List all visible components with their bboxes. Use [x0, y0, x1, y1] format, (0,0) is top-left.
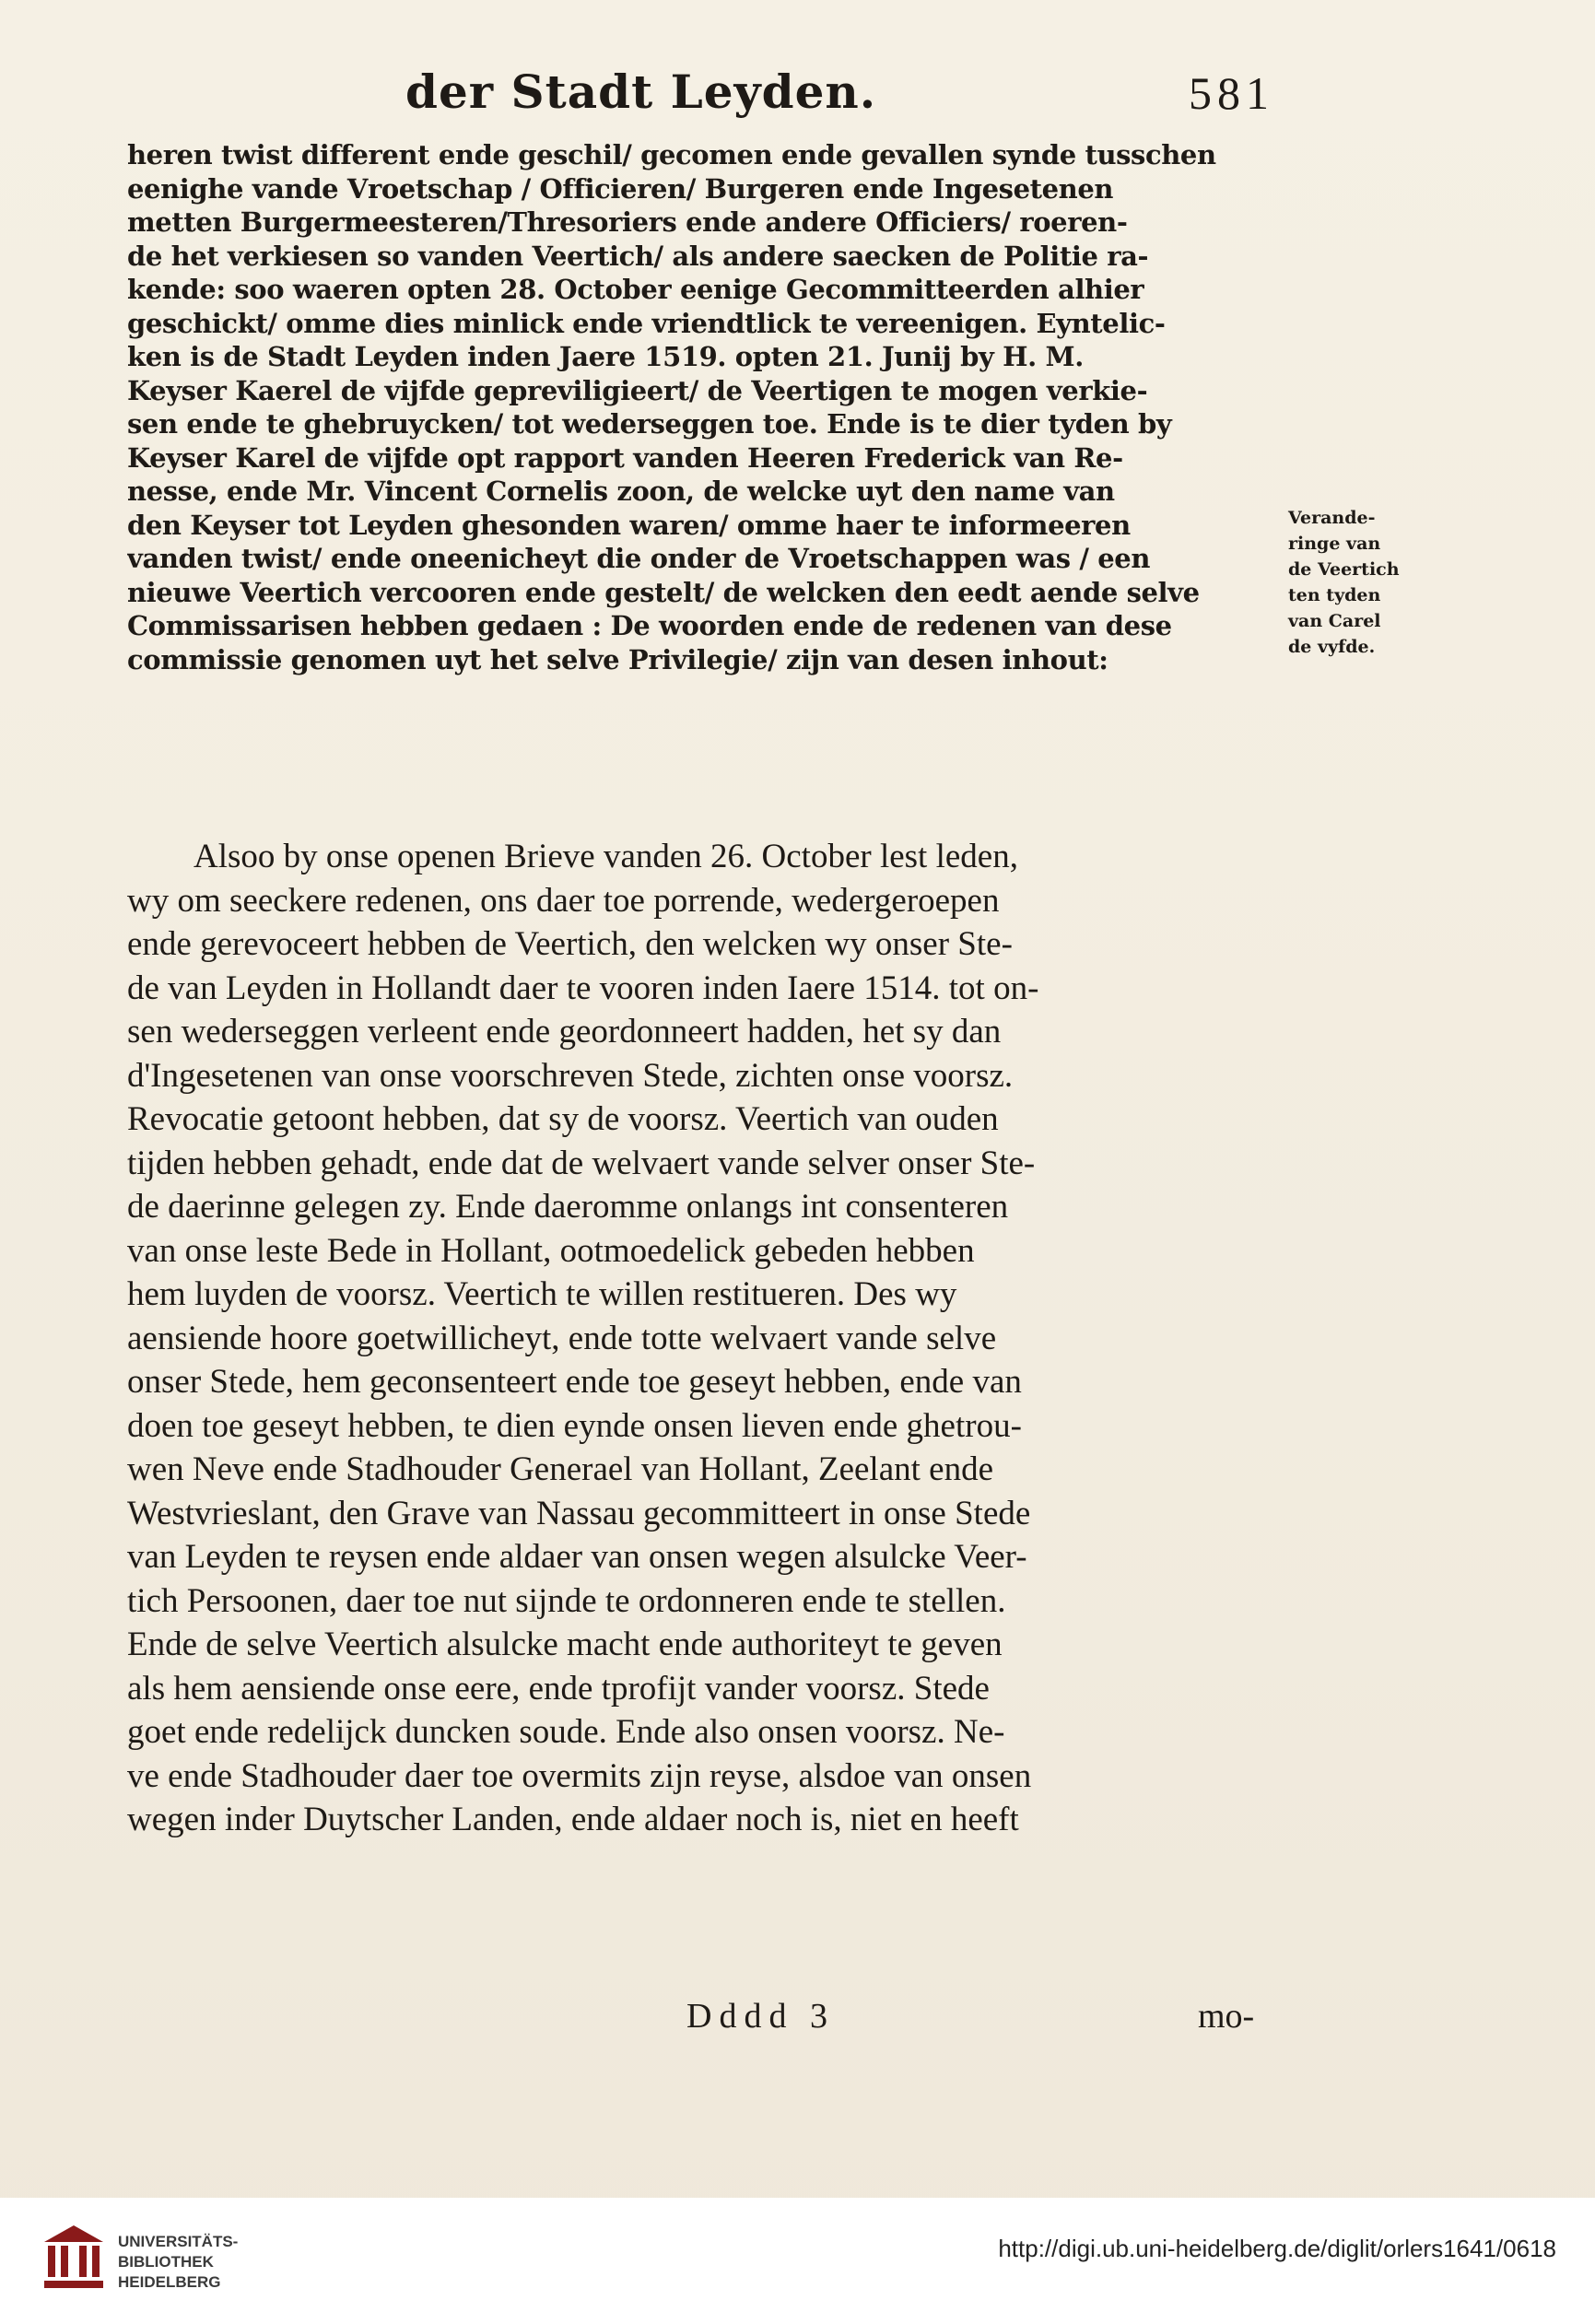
text-line: wy om seeckere redenen, ons daer toe porrende, wedergeroepen — [127, 881, 1000, 920]
text-line: Keyser Karel de vijfde opt rapport vanden Heeren Frederick van Re- — [127, 441, 1123, 474]
text-line: Commissarisen hebben gedaen : De woorden ende de redenen van dese — [127, 610, 1172, 641]
source-url-link[interactable]: http://digi.ub.uni-heidelberg.de/diglit/orlers1641/0618 — [998, 2235, 1556, 2262]
library-name-line: HEIDELBERG — [118, 2273, 221, 2291]
text-line: de het verkiesen so vanden Veertich/ als andere saecken de Politie ra- — [127, 240, 1149, 272]
text-line: Keyser Kaerel de vijfde gepreviligieert/ de Veertigen te mogen verkie- — [127, 374, 1148, 406]
text-line: ve ende Stadhouder daer toe overmits zijn reyse, alsdoe van onsen — [127, 1756, 1032, 1795]
signature-mark: Dddd 3 — [686, 1997, 835, 2036]
text-line: heren twist different ende geschil/ gecomen ende gevallen synde tusschen — [127, 139, 1216, 170]
text-line: tijden hebben gehadt, ende dat de welvaert vande selver onser Ste- — [127, 1144, 1036, 1182]
library-name-line: UNIVERSITÄTS- — [118, 2233, 239, 2250]
text-line: de daerinne gelegen zy. Ende daeromme onlangs int consenteren — [127, 1188, 1009, 1226]
page-footer — [0, 1996, 1595, 2051]
text-line: als hem aensiende onse eere, ende tprofijt vander voorsz. Stede — [127, 1669, 990, 1708]
text-line: sen wederseggen verleent ende geordonneert hadden, het sy dan — [127, 1013, 1002, 1050]
library-footer-bar — [0, 2198, 1595, 2324]
text-line: commissie genomen uyt het selve Privilegie/ zijn van desen inhout: — [127, 643, 1108, 675]
catchword: mo- — [1198, 1997, 1255, 2036]
text-line: Ende de selve Veertich alsulcke macht ende authoriteyt te geven — [127, 1626, 1003, 1663]
text-line: eenighe vande Vroetschap / Officieren/ Burgeren ende Ingesetenen — [127, 172, 1114, 205]
text-line: hem luyden de voorsz. Veertich te willen restitueren. Des wy — [127, 1275, 957, 1313]
text-line: ende gerevoceert hebben de Veertich, den welcken wy onser Ste- — [127, 925, 1013, 963]
margin-note-line: ringe van — [1288, 534, 1381, 554]
text-line: nesse, ende Mr. Vincent Cornelis zoon, de welcke uyt den name van — [127, 475, 1115, 507]
page-number: 581 — [1189, 67, 1274, 119]
text-line: ken is de Stadt Leyden inden Jaere 1519. opten 21. Junij by H. M. — [127, 341, 1084, 372]
running-title: der Stadt Leyden. — [405, 65, 877, 119]
running-header — [0, 65, 1595, 138]
text-line: de van Leyden in Hollandt daer te vooren inden Iaere 1514. tot on- — [127, 968, 1039, 1007]
margin-note-line: ten tyden — [1288, 585, 1381, 605]
library-name-line: BIBLIOTHEK — [118, 2253, 214, 2271]
library-name — [118, 2232, 238, 2293]
margin-note-line: van Carel — [1288, 611, 1381, 631]
text-line: van onse leste Bede in Hollant, ootmoedelick gebeden hebben — [127, 1231, 975, 1270]
text-line: Revocatie getoont hebben, dat sy de voorsz. Veertich van ouden — [127, 1100, 999, 1138]
text-line: wen Neve ende Stadhouder Generael van Hollant, Zeelant ende — [127, 1450, 994, 1488]
text-line: onser Stede, hem geconsenteert ende toe geseyt hebben, ende van — [127, 1363, 1022, 1401]
text-line: metten Burgermeesteren/Thresoriers ende andere Officiers/ roeren- — [127, 206, 1128, 238]
margin-note — [1288, 505, 1454, 660]
text-line: sen ende te ghebruycken/ tot wederseggen toe. Ende is te dier tyden by — [127, 408, 1172, 440]
text-line: nieuwe Veertich vercooren ende gestelt/ de welcken den eedt aende selve — [127, 576, 1200, 608]
text-line: aensiende hoore goetwillicheyt, ende totte welvaert vande selve — [127, 1319, 997, 1357]
text-line: kende: soo waeren opten 28. October eenige Gecommitteerden alhier — [127, 274, 1144, 305]
text-line: Alsoo by onse openen Brieve vanden 26. October lest leden, — [194, 838, 1018, 875]
text-line: d'Ingesetenen van onse voorschreven Stede, zichten onse voorsz. — [127, 1056, 1014, 1095]
text-line: den Keyser tot Leyden ghesonden waren/ omme haer te informeeren — [127, 509, 1131, 541]
text-line: van Leyden te reysen ende aldaer van onsen wegen alsulcke Veer- — [127, 1538, 1027, 1576]
roman-paragraph — [127, 835, 1286, 1842]
text-line: doen toe geseyt hebben, te dien eynde onsen lieven ende ghetrou- — [127, 1406, 1022, 1445]
text-line: tich Persoonen, daer toe nut sijnde te ordonneren ende te stellen. — [127, 1581, 1006, 1620]
blackletter-paragraph — [127, 138, 1288, 676]
text-line: goet ende redelijck duncken soude. Ende also onsen voorsz. Ne- — [127, 1713, 1005, 1751]
text-line: wegen inder Duytscher Landen, ende aldaer noch is, niet en heeft — [127, 1801, 1019, 1838]
university-logo-icon — [44, 2225, 103, 2292]
text-line: vanden twist/ ende oneenicheyt die onder de Vroetschappen was / een — [127, 543, 1151, 574]
text-line: geschickt/ omme dies minlick ende vriendtlick te vereenigen. Eyntelic- — [127, 307, 1166, 339]
margin-note-line: Verande- — [1288, 508, 1376, 528]
margin-note-line: de vyfde. — [1288, 637, 1376, 657]
text-line: Westvrieslant, den Grave van Nassau gecommitteert in onse Stede — [127, 1494, 1031, 1532]
margin-note-line: de Veertich — [1288, 559, 1400, 580]
